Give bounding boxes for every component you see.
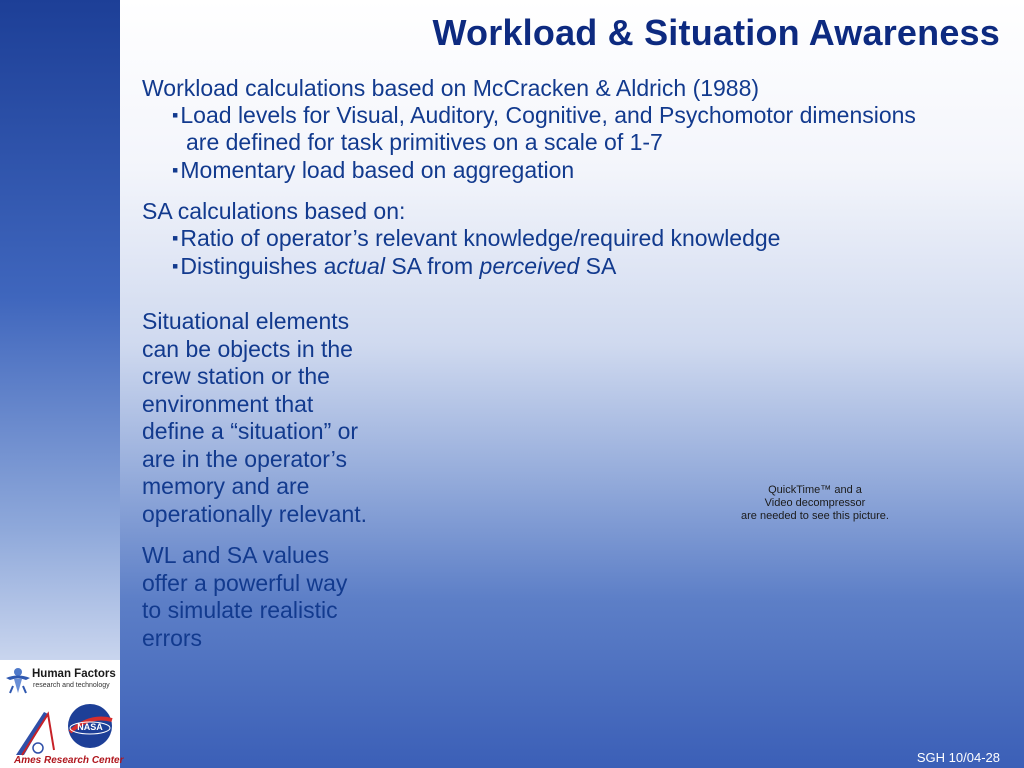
workload-bullet-1-line-1: ▪ Load levels for Visual, Auditory, Cognitive, and Psychomotor dimensions	[172, 102, 916, 131]
paragraph-line: are in the operator’s	[142, 445, 348, 472]
quicktime-line: Video decompressor	[764, 497, 866, 509]
paragraph-line: offer a powerful way	[142, 569, 348, 596]
paragraph-line: to simulate realistic	[142, 597, 338, 623]
sa-bullet-2-middle: SA from	[384, 253, 480, 279]
workload-heading: Workload calculations based on McCracken & Aldrich (1988)	[142, 75, 760, 101]
slide-content	[120, 0, 1024, 768]
paragraph-line: Situational elements	[142, 308, 350, 334]
sa-bullet-2-prefix: Distinguishes a	[180, 253, 337, 279]
ames-research-center-text: Ames Research Center	[14, 755, 124, 766]
human-factors-title: Human Factors	[32, 668, 116, 680]
human-factors-subtitle: research and technology	[33, 682, 110, 689]
sa-bullet-1: ▪ Ratio of operator’s relevant knowledge/required knowledge	[172, 225, 780, 254]
slide-title: Workload & Situation Awareness	[432, 12, 1000, 53]
paragraph-line: WL and SA values	[142, 542, 330, 568]
workload-bullet-2: ▪ Momentary load based on aggregation	[172, 157, 574, 186]
sa-bullet-2-italic-perceived: perceived	[479, 253, 580, 279]
situational-elements-paragraph	[142, 308, 367, 528]
wl-sa-values-paragraph	[142, 542, 347, 652]
sa-heading: SA calculations based on:	[142, 198, 406, 224]
paragraph-line: define a “situation” or	[142, 418, 359, 444]
paragraph-line: can be objects in the	[142, 335, 353, 362]
quicktime-line: are needed to see this picture.	[741, 510, 889, 522]
sa-bullet-2	[172, 253, 616, 282]
nasa-ames-logo-icon	[4, 700, 120, 762]
paragraph-line: memory and are	[142, 473, 310, 499]
nasa-logo-text: NASA	[77, 722, 103, 732]
paragraph-line: crew station or the	[142, 363, 330, 389]
sa-bullet-2-suffix: SA	[579, 253, 617, 279]
slide-footer: SGH 10/04-28	[916, 750, 1000, 765]
paragraph-line: environment that	[142, 390, 314, 417]
sa-bullet-2-italic-actual: ctual	[336, 253, 385, 279]
paragraph-line: errors	[142, 624, 203, 651]
workload-bullet-1-line-2: are defined for task primitives on a scale of 1-7	[186, 129, 663, 155]
quicktime-placeholder	[720, 484, 910, 523]
paragraph-line: operationally relevant.	[142, 500, 368, 527]
quicktime-line: QuickTime™ and a	[768, 484, 862, 496]
left-gradient-bar	[0, 0, 120, 660]
